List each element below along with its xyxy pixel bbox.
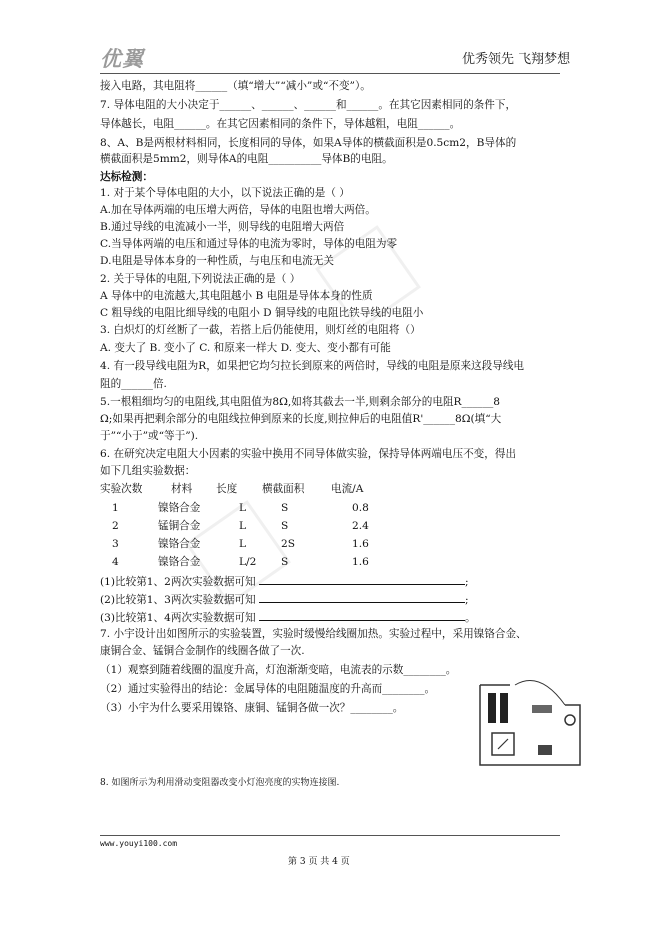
table-header-cell: 横截面积 <box>262 483 305 495</box>
section-heading: 达标检测： <box>100 171 153 183</box>
option-d: D.电阻是导体本身的一种性质，与电压和电流无关 <box>100 255 334 267</box>
text-line: 于”“小于”或“等于”). <box>100 430 199 442</box>
question-6: 6. 在研究决定电阻大小因素的实验中换用不同导体做实验，保持导体两端电压不变，得出 <box>100 448 517 460</box>
subquestion-2: （2）通过实验得出的结论：金属导体的电阻随温度的升高而________。 <box>100 683 436 695</box>
footer-url[interactable]: www.youyi100.com <box>100 839 178 848</box>
options: A. 变大了 B. 变小了 C. 和原来一样大 D. 变大、变小都有可能 <box>100 342 391 354</box>
question-8: 8、A、B是两根材料相同，长度相同的导体，如果A导体的横截面积是0.5cm2，B导体的 <box>100 137 517 149</box>
question-5: 5.一根粗细均匀的电阻线,其电阻值为8Ω,如将其截去一半,则剩余部分的电阻R______8 <box>100 396 501 408</box>
comparison-1-label: (1)比较第1、2两次实验数据可知 <box>100 576 256 588</box>
table-cell: 1.6 <box>352 556 369 568</box>
watermark-stamp <box>185 500 291 606</box>
table-header-cell: 长度 <box>216 483 238 495</box>
text-line: 横截面积是5mm2，则导体A的电阻__________导体B的电阻。 <box>100 153 393 165</box>
page-number: 第 3 页 共 4 页 <box>288 857 350 867</box>
table-cell: 镍铬合金 <box>158 538 201 550</box>
subquestion-1: （1）观察到随着线圈的温度升高，灯泡渐渐变暗，电流表的示数________。 <box>100 664 457 676</box>
table-cell: L <box>239 502 247 514</box>
question-7: 7. 导体电阻的大小决定于______、______、______和______。在其它因素相同的条件下， <box>100 99 517 111</box>
comparison-3-label: (3)比较第1、4两次实验数据可知 <box>100 612 256 624</box>
subquestion-3: （3）小宇为什么要采用镍铬、康铜、锰铜各做一次？________。 <box>100 702 404 714</box>
text-line: 阻的______倍. <box>100 378 167 390</box>
comparison-1: (1)比较第1、2两次实验数据可知 ; <box>100 576 469 588</box>
table-cell: 2.4 <box>352 520 369 532</box>
text-line: 接入电路，其电阻将______（填“增大”“减小”或“不变”）。 <box>100 80 371 92</box>
table-cell: 3 <box>112 538 119 550</box>
option-a: A.加在导体两端的电压增大两倍，导体的电阻也增大两倍。 <box>100 204 376 216</box>
table-cell: L <box>239 520 247 532</box>
text-line: 如下几组实验数据： <box>100 465 196 477</box>
table-cell: S <box>281 556 289 568</box>
header-slogan: 优秀领先 飞翔梦想 <box>462 52 571 67</box>
table-header-cell: 电流/A <box>331 483 364 495</box>
table-cell: 1.6 <box>352 538 369 550</box>
text-line: 康铜合金、锰铜合金制作的线圈各做了一次. <box>100 645 305 657</box>
option-b: B.通过导线的电流减小一半，则导线的电阻增大两倍 <box>100 221 345 233</box>
table-cell: 镍铬合金 <box>158 556 201 568</box>
table-cell: 锰铜合金 <box>158 520 201 532</box>
table-cell: 4 <box>112 556 119 568</box>
option-c: C.当导体两端的电压和通过导体的电流为零时，导体的电阻为零 <box>100 238 398 250</box>
table-cell: L/2 <box>239 556 257 568</box>
question-1: 1. 对于某个导体电阻的大小，以下说法正确的是（ ） <box>100 187 350 199</box>
options-ab: A 导体中的电流越大,其电阻越小 B 电阻是导体本身的性质 <box>100 290 373 302</box>
table-header-cell: 材料 <box>171 483 193 495</box>
question-4: 4. 有一段导线电阻为R，如果把它均匀拉长到原来的两倍时，导线的电阻是原来这段导线电 <box>100 360 525 372</box>
table-cell: S <box>281 502 289 514</box>
question-8-line: 8. 如图所示为利用滑动变阻器改变小灯泡亮度的实物连接图. <box>100 778 340 788</box>
logo-text: 优翼 <box>100 47 144 71</box>
table-header-cell: 实验次数 <box>100 483 143 495</box>
answer-blank[interactable] <box>259 610 465 621</box>
table-cell: 镍铬合金 <box>158 502 201 514</box>
table-cell: 1 <box>112 502 119 514</box>
comparison-3: (3)比较第1、4两次实验数据可知 。 <box>100 612 476 624</box>
table-cell: 2 <box>112 520 119 532</box>
circuit-diagram-image <box>470 665 590 775</box>
text-line: Ω;如果再把剩余部分的电阻线拉伸到原来的长度,则拉伸后的电阻值R'______8Ω(填“大 <box>100 413 502 425</box>
text-line: 导体越长，电阻______。在其它因素相同的条件下，导体越粗，电阻______。 <box>100 118 461 130</box>
table-cell: S <box>281 520 289 532</box>
header-rule <box>100 73 560 74</box>
question-7-experiment: 7. 小宇设计出如图所示的实验装置，实验时缓慢给线圈加热。实验过程中，采用镍铬合金、 <box>100 628 527 640</box>
table-cell: L <box>239 538 247 550</box>
question-3: 3. 白炽灯的灯丝断了一截，若搭上后仍能使用，则灯丝的电阻将（） <box>100 324 421 336</box>
answer-blank[interactable] <box>259 574 465 585</box>
table-cell: 2S <box>281 538 295 550</box>
question-2: 2. 关于导体的电阻,下列说法正确的是（ ） <box>100 273 301 285</box>
table-cell: 0.8 <box>352 502 369 514</box>
footer-rule <box>100 835 560 836</box>
comparison-2: (2)比较第1、3两次实验数据可知 ; <box>100 594 469 606</box>
answer-blank[interactable] <box>259 592 465 603</box>
options-cd: C 粗导线的电阻比细导线的电阻小 D 铜导线的电阻比铁导线的电阻小 <box>100 307 424 319</box>
comparison-2-label: (2)比较第1、3两次实验数据可知 <box>100 594 256 606</box>
